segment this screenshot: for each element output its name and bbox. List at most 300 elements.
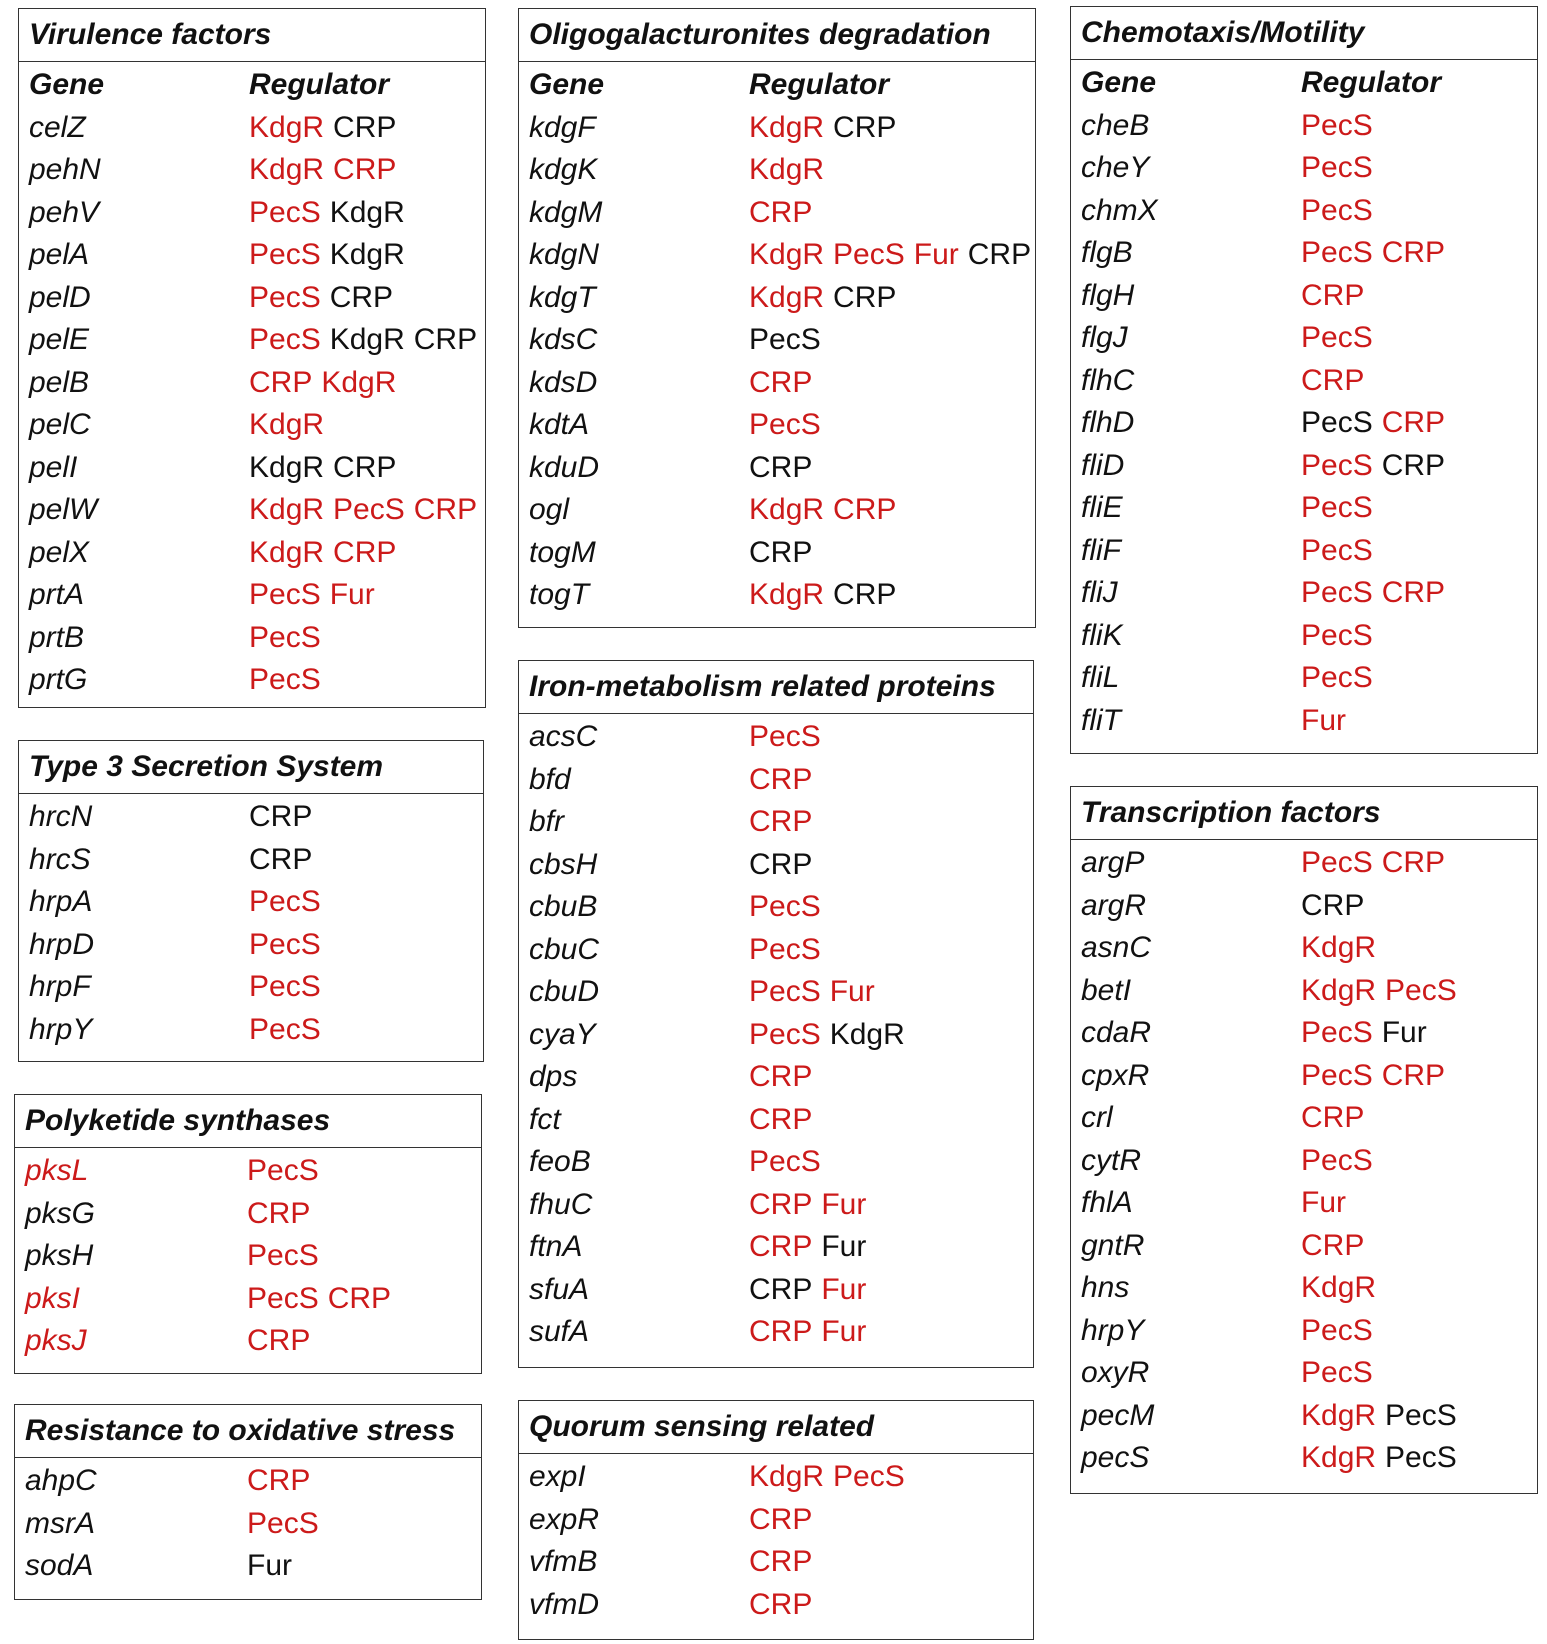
table-row: [519, 404, 1035, 447]
table-row: [1071, 1395, 1537, 1438]
regulator-list: [249, 447, 405, 490]
regulator-list: [249, 796, 321, 839]
table-row: [15, 1150, 481, 1193]
row-list: [519, 107, 1035, 617]
table-row: [19, 966, 483, 1009]
regulator-fur: Fur: [1301, 1186, 1346, 1219]
table-row: [19, 617, 485, 660]
table-row: [519, 489, 1035, 532]
gene-name: argP: [1081, 846, 1145, 879]
regulator-kdgr: KdgR: [1301, 931, 1377, 964]
regulator-crp: CRP: [749, 1060, 813, 1093]
gene-name: hrcN: [29, 800, 93, 833]
gene-name: pksH: [25, 1239, 94, 1272]
table-row: [19, 659, 485, 702]
regulator-list: [1301, 1395, 1466, 1438]
regulator-pecs: PecS: [247, 1154, 319, 1187]
regulator-kdgr: KdgR: [1301, 1398, 1377, 1432]
regulator-list: [1301, 970, 1466, 1013]
regulator-crp: CRP: [749, 805, 813, 838]
panel-title: Polyketide synthases: [15, 1095, 481, 1148]
table-row: [1071, 700, 1537, 743]
regulator-fur: Fur: [829, 975, 875, 1008]
regulator-pecs: PecS: [833, 1460, 905, 1493]
regulator-kdgr: KdgR: [749, 153, 825, 186]
gene-name: pelW: [29, 493, 98, 526]
regulator-crp: CRP: [333, 153, 397, 186]
table-row: [1071, 1097, 1537, 1140]
gene-name: feoB: [529, 1145, 591, 1178]
regulator-pecs: PecS: [1301, 321, 1373, 354]
table-row: [519, 1099, 1033, 1142]
regulator-list: [749, 362, 821, 405]
regulator-list: [1301, 1437, 1466, 1480]
regulator-list: [1301, 487, 1382, 530]
gene-name: flhC: [1081, 363, 1135, 397]
gene-name: pksJ: [25, 1324, 87, 1357]
gene-name: vfmD: [529, 1587, 599, 1621]
regulator-fur: Fur: [821, 1272, 867, 1306]
regulator-crp: CRP: [749, 1102, 813, 1136]
regulator-pecs: PecS: [749, 1145, 821, 1178]
table-row: [1071, 1225, 1537, 1268]
regulator-crp: CRP: [1381, 846, 1446, 879]
table-row: [519, 1226, 1033, 1269]
gene-name: pelB: [29, 365, 90, 399]
gene-name: hrpY: [29, 1012, 93, 1046]
gene-name: fct: [529, 1102, 561, 1136]
gene-name: hns: [1081, 1271, 1130, 1304]
table-row: [519, 234, 1035, 277]
table-row: [19, 489, 485, 532]
regulator-crp: CRP: [1381, 448, 1446, 482]
regulator-kdgr: KdgR: [249, 408, 325, 441]
regulator-kdgr: KdgR: [249, 110, 325, 144]
regulator-list: [249, 574, 384, 617]
regulator-pecs: PecS: [1301, 618, 1373, 652]
regulator-pecs: PecS: [249, 323, 321, 356]
table-row: [15, 1278, 481, 1321]
panel-iron-metabolism: [518, 660, 1034, 1368]
gene-name: hrpF: [29, 970, 91, 1003]
regulator-crp: CRP: [749, 1272, 813, 1306]
gene-name: vfmB: [529, 1545, 598, 1578]
regulator-pecs: PecS: [1301, 1313, 1373, 1347]
gene-name: hrpA: [29, 885, 93, 918]
regulator-list: [249, 1009, 330, 1052]
gene-name: cbuD: [529, 975, 600, 1008]
gene-name: msrA: [25, 1506, 95, 1540]
panel-oxidative-stress: [14, 1404, 482, 1600]
regulator-pecs: PecS: [1301, 193, 1373, 227]
gene-name: kdsC: [529, 323, 598, 356]
regulator-list: [1301, 445, 1454, 488]
table-row: [519, 759, 1033, 802]
regulator-list: [749, 759, 821, 802]
table-row: [1071, 885, 1537, 928]
gene-name: fliK: [1081, 618, 1123, 652]
gene-name: flgH: [1081, 278, 1135, 312]
panel-title: Transcription factors: [1071, 787, 1537, 840]
regulator-list: [1301, 1225, 1373, 1268]
regulator-crp: CRP: [413, 323, 478, 356]
gene-name: crl: [1081, 1101, 1113, 1134]
regulator-pecs: PecS: [249, 280, 321, 314]
regulator-pecs: PecS: [1301, 1058, 1373, 1092]
gene-name: cbsH: [529, 847, 598, 881]
gene-name: kdgK: [529, 153, 598, 186]
regulator-pecs: PecS: [249, 663, 321, 696]
regulator-list: [749, 234, 1040, 277]
regulator-crp: CRP: [247, 1324, 311, 1357]
table-row: [519, 1541, 1033, 1584]
table-row: [519, 844, 1033, 887]
table-row: [1071, 970, 1537, 1013]
regulator-crp: CRP: [749, 195, 813, 229]
regulator-list: [749, 489, 905, 532]
regulator-list: [749, 107, 905, 150]
gene-name: togM: [529, 535, 596, 569]
table-row: [519, 319, 1035, 362]
regulator-pecs: PecS: [249, 927, 321, 961]
regulator-kdgr: KdgR: [329, 323, 405, 356]
row-list: [1071, 842, 1537, 1480]
panel-virulence-factors: [18, 8, 486, 708]
table-row: [1071, 1267, 1537, 1310]
regulator-pecs: PecS: [1301, 236, 1373, 269]
gene-name: cheB: [1081, 108, 1150, 142]
regulator-crp: CRP: [749, 762, 813, 796]
table-row: [19, 447, 485, 490]
table-row: [15, 1235, 481, 1278]
gene-name: pehV: [29, 195, 100, 229]
regulator-crp: CRP: [749, 1230, 813, 1263]
gene-name: sfuA: [529, 1272, 590, 1306]
regulator-pecs: PecS: [1301, 1016, 1373, 1049]
table-row: [1071, 615, 1537, 658]
regulator-kdgr: KdgR: [329, 195, 405, 229]
table-row: [19, 881, 483, 924]
regulator-list: [1301, 402, 1454, 445]
regulator-list: [249, 966, 330, 1009]
gene-name: fliL: [1081, 661, 1120, 694]
panel-title: Resistance to oxidative stress: [15, 1405, 481, 1458]
gene-name: flhD: [1081, 406, 1135, 439]
regulator-list: [1301, 1055, 1454, 1098]
table-row: [519, 1014, 1033, 1057]
regulator-crp: CRP: [247, 1196, 311, 1230]
regulator-kdgr: KdgR: [1301, 973, 1377, 1007]
gene-name: prtG: [29, 663, 88, 696]
regulator-list: [1301, 105, 1382, 148]
regulator-list: [247, 1545, 301, 1588]
gene-name: bfd: [529, 762, 571, 796]
table-row: [1071, 1012, 1537, 1055]
gene-name: asnC: [1081, 931, 1152, 964]
table-row: [1071, 105, 1537, 148]
panel-body: [19, 62, 485, 702]
regulator-crp: CRP: [833, 493, 897, 526]
gene-name: pelD: [29, 280, 91, 314]
regulator-list: [749, 1014, 914, 1057]
regulator-crp: CRP: [749, 450, 813, 484]
table-row: [19, 796, 483, 839]
regulator-pecs: PecS: [1301, 1143, 1373, 1177]
regulator-pecs: PecS: [249, 885, 321, 918]
table-row: [15, 1193, 481, 1236]
table-row: [519, 574, 1035, 617]
row-list: [519, 716, 1033, 1354]
gene-name: pelE: [29, 323, 90, 356]
regulator-pecs: PecS: [249, 578, 321, 611]
regulator-crp: CRP: [749, 1545, 813, 1578]
table-row: [19, 319, 485, 362]
gene-name: cbuC: [529, 932, 600, 966]
table-row: [1071, 1310, 1537, 1353]
table-row: [19, 149, 485, 192]
panel-body: [15, 1148, 481, 1363]
regulator-list: [749, 971, 884, 1014]
regulator-pecs: PecS: [749, 890, 821, 923]
table-row: [19, 234, 485, 277]
table-row: [519, 362, 1035, 405]
gene-name: prtB: [29, 620, 85, 654]
regulator-pecs: PecS: [1301, 151, 1373, 184]
panel-oligogalacturonites-degradation: [518, 8, 1036, 628]
regulator-fur: Fur: [913, 238, 959, 271]
panel-chemotaxis-motility: [1070, 6, 1538, 754]
row-list: [19, 107, 485, 702]
regulator-list: [1301, 885, 1373, 928]
gene-name: pksL: [25, 1154, 89, 1187]
regulator-list: [249, 532, 405, 575]
gene-name: betI: [1081, 973, 1132, 1007]
row-list: [15, 1460, 481, 1588]
regulator-fur: Fur: [821, 1230, 867, 1263]
regulator-crp: CRP: [749, 1315, 813, 1348]
regulator-list: [249, 319, 486, 362]
regulator-crp: CRP: [833, 578, 897, 611]
table-row: [519, 277, 1035, 320]
regulator-pecs: PecS: [247, 1239, 319, 1272]
regulator-list: [749, 1584, 821, 1627]
regulator-list: [249, 192, 414, 235]
regulator-pecs: PecS: [1385, 1441, 1457, 1474]
row-list: [15, 1150, 481, 1363]
regulator-list: [1301, 1352, 1382, 1395]
table-row: [19, 277, 485, 320]
regulator-list: [749, 447, 821, 490]
gene-name: kdgN: [529, 238, 600, 271]
regulator-pecs: PecS: [249, 195, 321, 229]
table-row: [1071, 487, 1537, 530]
gene-name: pecM: [1081, 1398, 1155, 1432]
gene-name: cdaR: [1081, 1016, 1152, 1049]
table-row: [1071, 1437, 1537, 1480]
regulator-crp: CRP: [249, 800, 313, 833]
regulator-kdgr: KdgR: [749, 110, 825, 144]
regulator-pecs: PecS: [749, 975, 821, 1008]
table-row: [19, 574, 485, 617]
regulator-fur: Fur: [329, 578, 375, 611]
regulator-list: [249, 234, 414, 277]
regulator-list: [1301, 1310, 1382, 1353]
table-row: [19, 107, 485, 150]
table-row: [519, 107, 1035, 150]
regulator-list: [749, 844, 821, 887]
gene-name: fliD: [1081, 448, 1125, 482]
table-row: [519, 1184, 1033, 1227]
regulator-list: [249, 881, 330, 924]
regulator-fur: Fur: [821, 1187, 867, 1221]
regulator-list: [1301, 842, 1454, 885]
regulator-list: [247, 1320, 319, 1363]
table-row: [519, 1311, 1033, 1354]
table-row: [19, 1009, 483, 1052]
regulator-kdgr: KdgR: [749, 280, 825, 314]
gene-name: flgB: [1081, 236, 1133, 269]
panel-transcription-factors: [1070, 786, 1538, 1494]
gene-name: cyaY: [529, 1017, 596, 1051]
regulator-list: [247, 1193, 319, 1236]
regulator-list: [247, 1235, 328, 1278]
regulator-column-header: Regulator: [249, 68, 390, 101]
table-row: [1071, 927, 1537, 970]
regulator-list: [249, 489, 486, 532]
gene-name: kdgM: [529, 195, 603, 229]
regulator-crp: CRP: [249, 842, 313, 876]
panel-body: [519, 1454, 1033, 1626]
table-row: [519, 1056, 1033, 1099]
regulator-pecs: PecS: [749, 323, 821, 356]
table-row: [15, 1460, 481, 1503]
panel-title: Quorum sensing related: [519, 1401, 1033, 1454]
table-row: [519, 886, 1033, 929]
row-list: [1071, 105, 1537, 743]
gene-column-header: Gene: [1081, 66, 1157, 99]
gene-name: ogl: [529, 493, 570, 526]
regulator-list: [247, 1278, 400, 1321]
regulator-kdgr: KdgR: [749, 238, 825, 271]
gene-name: expI: [529, 1460, 586, 1493]
table-row: [1071, 190, 1537, 233]
table-row: [15, 1320, 481, 1363]
regulator-crp: CRP: [247, 1464, 311, 1497]
gene-name: fhuC: [529, 1187, 593, 1221]
regulator-list: [1301, 657, 1382, 700]
table-row: [1071, 275, 1537, 318]
gene-column-header: Gene: [29, 68, 105, 101]
table-row: [519, 532, 1035, 575]
regulator-list: [749, 886, 830, 929]
regulator-list: [1301, 700, 1355, 743]
gene-name: flgJ: [1081, 321, 1128, 354]
table-row: [1071, 657, 1537, 700]
regulator-list: [1301, 530, 1382, 573]
regulator-kdgr: KdgR: [1301, 1271, 1377, 1304]
regulator-list: [749, 1311, 875, 1354]
regulator-list: [1301, 1140, 1382, 1183]
gene-name: ftnA: [529, 1230, 583, 1263]
gene-column-header: Gene: [529, 68, 605, 101]
gene-name: celZ: [29, 110, 86, 144]
regulator-list: [249, 404, 333, 447]
regulator-list: [1301, 1182, 1355, 1225]
regulator-list: [749, 149, 833, 192]
column-header-row: [519, 64, 1035, 107]
regulator-fur: Fur: [247, 1549, 292, 1582]
regulator-pecs: PecS: [249, 620, 321, 654]
table-row: [519, 447, 1035, 490]
regulator-list: [249, 659, 330, 702]
table-row: [19, 404, 485, 447]
regulator-crp: CRP: [333, 535, 397, 569]
table-row: [1071, 1140, 1537, 1183]
regulator-crp: CRP: [327, 1281, 392, 1315]
regulator-crp: CRP: [1301, 888, 1365, 922]
regulator-pecs: PecS: [249, 1012, 321, 1046]
regulator-list: [1301, 275, 1373, 318]
regulator-list: [247, 1503, 328, 1546]
regulator-crp: CRP: [1381, 576, 1446, 609]
regulator-pecs: PecS: [247, 1281, 319, 1315]
regulator-pecs: PecS: [333, 493, 405, 526]
regulator-crp: CRP: [833, 110, 897, 144]
regulator-list: [1301, 572, 1454, 615]
regulator-kdgr: KdgR: [249, 450, 325, 484]
gene-name: pehN: [29, 153, 101, 186]
regulator-list: [247, 1150, 328, 1193]
gene-name: cheY: [1081, 151, 1150, 184]
gene-name: pksI: [25, 1281, 81, 1315]
regulator-crp: CRP: [1301, 1101, 1365, 1134]
table-row: [1071, 1182, 1537, 1225]
regulator-list: [249, 924, 330, 967]
gene-name: pelI: [29, 450, 78, 484]
column-header-row: [1071, 62, 1537, 105]
regulator-list: [749, 1226, 875, 1269]
table-row: [1071, 147, 1537, 190]
regulator-list: [749, 1099, 821, 1142]
panel-body: [519, 714, 1033, 1354]
gene-name: acsC: [529, 720, 598, 753]
panel-title: Oligogalacturonites degradation: [519, 9, 1035, 62]
regulator-crp: CRP: [833, 280, 897, 314]
gene-name: cytR: [1081, 1143, 1141, 1177]
regulator-pecs: PecS: [1385, 1398, 1457, 1432]
table-row: [519, 1269, 1033, 1312]
regulator-list: [1301, 1012, 1436, 1055]
table-row: [1071, 317, 1537, 360]
table-row: [519, 971, 1033, 1014]
table-row: [519, 929, 1033, 972]
regulator-list: [749, 1541, 821, 1584]
regulator-pecs: PecS: [1301, 846, 1373, 879]
gene-name: cpxR: [1081, 1058, 1150, 1092]
gene-name: fliT: [1081, 703, 1121, 737]
regulator-crp: CRP: [1301, 363, 1365, 397]
table-row: [1071, 1055, 1537, 1098]
regulator-pecs: PecS: [1385, 973, 1457, 1007]
regulator-crp: CRP: [413, 493, 478, 526]
gene-name: pelA: [29, 238, 90, 271]
gene-name: pecS: [1081, 1441, 1150, 1474]
regulator-crp: CRP: [749, 1587, 813, 1621]
regulator-crp: CRP: [1301, 278, 1365, 312]
table-row: [19, 362, 485, 405]
regulator-kdgr: KdgR: [249, 493, 325, 526]
table-row: [1071, 445, 1537, 488]
